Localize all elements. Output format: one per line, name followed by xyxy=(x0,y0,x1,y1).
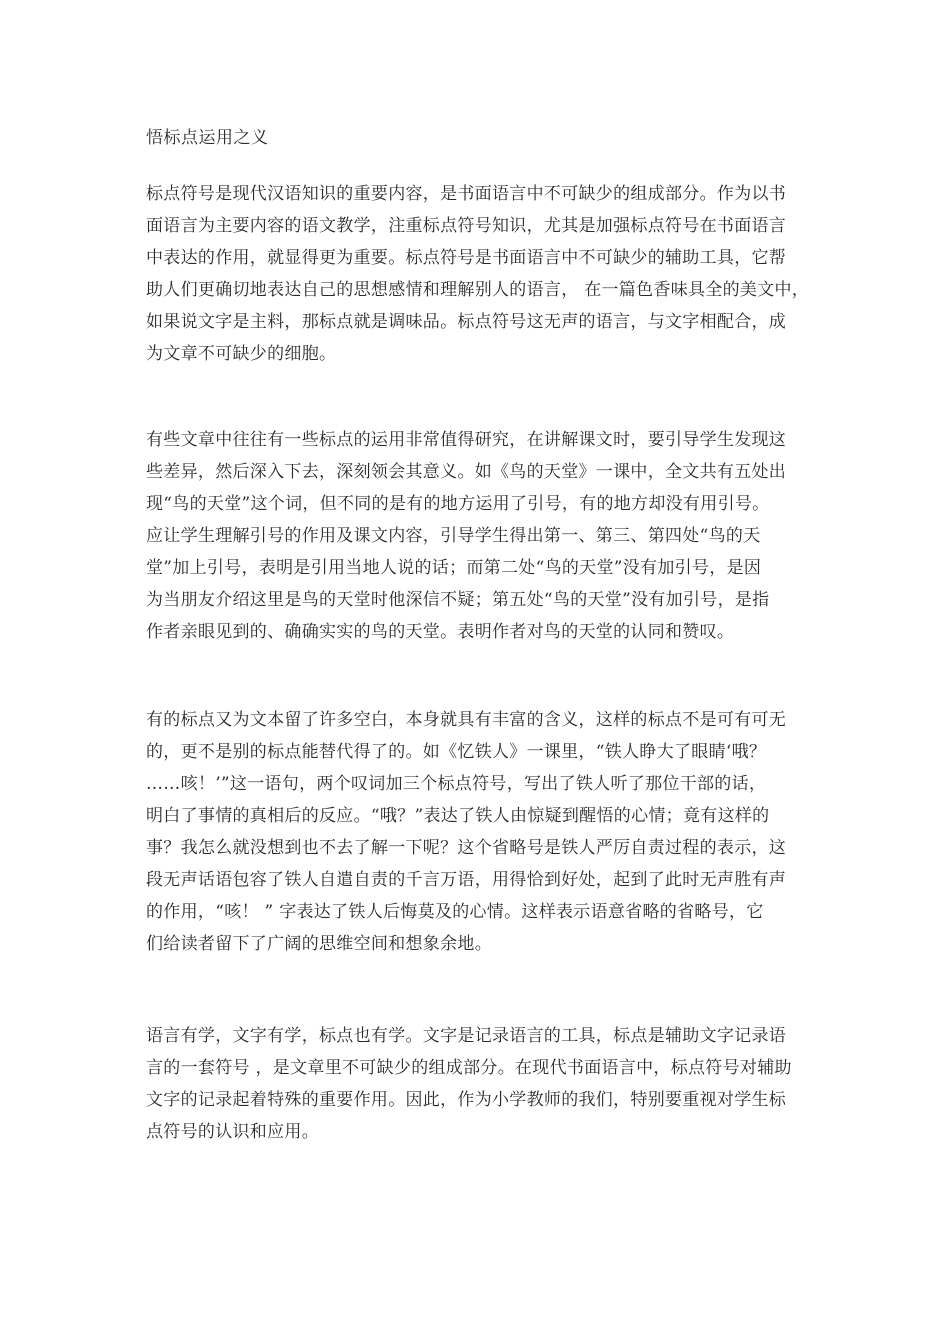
paragraph-line: 点符号的认识和应用。 xyxy=(146,1122,319,1142)
paragraph-line: 有些文章中往往有一些标点的运用非常值得研究，在讲解课文时，要引导学生发现这 xyxy=(146,430,787,450)
paragraph-line: 现“鸟的天堂”这个词，但不同的是有的地方运用了引号，有的地方却没有用引号。 xyxy=(146,494,770,514)
paragraph-line: 言的一套符号 ，是文章里不可缺少的组成部分。在现代书面语言中，标点符号对辅助 xyxy=(146,1058,792,1078)
paragraph-line: 面语言为主要内容的语文教学，注重标点符号知识，尤其是加强标点符号在书面语言 xyxy=(146,216,787,236)
paragraph-line: 助人们更确切地表达自己的思想感情和理解别人的语言， 在一篇色香味具全的美文中， xyxy=(146,280,810,300)
paragraph-line: 应让学生理解引号的作用及课文内容，引导学生得出第一、第三、第四处“鸟的天 xyxy=(146,526,761,546)
paragraph-line: 作者亲眼见到的、确确实实的鸟的天堂。表明作者对鸟的天堂的认同和赞叹。 xyxy=(146,622,735,642)
paragraph-2 xyxy=(146,424,826,648)
paragraph-line: 标点符号是现代汉语知识的重要内容，是书面语言中不可缺少的组成部分。作为以书 xyxy=(146,184,787,204)
paragraph-line: 如果说文字是主料，那标点就是调味品。标点符号这无声的语言，与文字相配合，成 xyxy=(146,312,787,332)
paragraph-line: 事？我怎么就没想到也不去了解一下呢？这个省略号是铁人严厉自责过程的表示，这 xyxy=(146,838,787,858)
paragraph-line: 中表达的作用，就显得更为重要。标点符号是书面语言中不可缺少的辅助工具，它帮 xyxy=(146,248,787,268)
paragraph-3 xyxy=(146,704,826,960)
paragraph-line: 有的标点又为文本留了许多空白，本身就具有丰富的含义，这样的标点不是可有可无 xyxy=(146,710,787,730)
paragraph-4 xyxy=(146,1020,826,1148)
document-title: 悟标点运用之义 xyxy=(146,128,269,148)
paragraph-line: 的作用，“咳！ ” 字表达了铁人后悔莫及的心情。这样表示语意省略的省略号，它 xyxy=(146,902,764,922)
paragraph-line: 们给读者留下了广阔的思维空间和想象余地。 xyxy=(146,934,492,954)
paragraph-line: 堂”加上引号，表明是引用当地人说的话；而第二处“鸟的天堂”没有加引号，是因 xyxy=(146,558,762,578)
paragraph-line: 明白了事情的真相后的反应。“哦？”表达了铁人由惊疑到醒悟的心情；竟有这样的 xyxy=(146,806,770,826)
paragraph-line: 的，更不是别的标点能替代得了的。如《忆铁人》一课里，“铁人睁大了眼睛‘哦？ xyxy=(146,742,767,762)
paragraph-line: 段无声话语包容了铁人自遣自责的千言万语，用得恰到好处，起到了此时无声胜有声 xyxy=(146,870,787,890)
paragraph-line: 些差异，然后深入下去，深刻领会其意义。如《鸟的天堂》一课中，全文共有五处出 xyxy=(146,462,787,482)
paragraph-line: 文字的记录起着特殊的重要作用。因此，作为小学教师的我们，特别要重视对学生标 xyxy=(146,1090,787,1110)
paragraph-1 xyxy=(146,178,826,370)
paragraph-line: 语言有学，文字有学，标点也有学。文字是记录语言的工具，标点是辅助文字记录语 xyxy=(146,1026,787,1046)
paragraph-line: 为当朋友介绍这里是鸟的天堂时他深信不疑；第五处“鸟的天堂”没有加引号，是指 xyxy=(146,590,770,610)
paragraph-line: 为文章不可缺少的细胞。 xyxy=(146,344,337,364)
paragraph-line: ……咳！’”这一语句，两个叹词加三个标点符号，写出了铁人听了那位干部的话， xyxy=(146,774,767,794)
